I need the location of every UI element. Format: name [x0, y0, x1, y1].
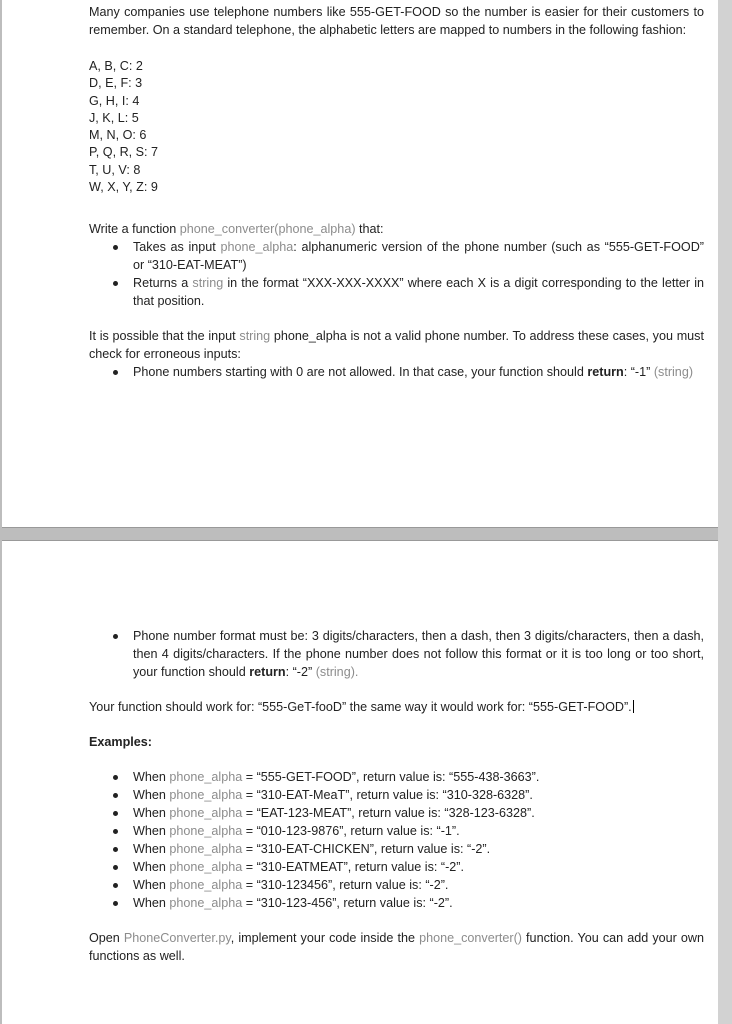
list-item: When phone_alpha = “310-EAT-MeaT”, return value is: “310-328-6328”.	[89, 786, 704, 804]
document-page-2	[2, 540, 718, 1024]
validity-paragraph: It is possible that the input string phone_alpha is not a valid phone number. To address these cases, you must check for erroneous inputs:	[89, 329, 704, 362]
mapping-line: W, X, Y, Z: 9	[89, 180, 158, 195]
list-item: When phone_alpha = “010-123-9876”, return value is: “-1”.	[89, 822, 704, 840]
list-item: When phone_alpha = “310-123456”, return value is: “-2”.	[89, 876, 704, 894]
list-item: When phone_alpha = “310-EATMEAT”, return value is: “-2”.	[89, 858, 704, 876]
function-spec-list	[89, 238, 704, 310]
examples-heading: Examples:	[89, 735, 152, 749]
list-item: When phone_alpha = “310-123-456”, return value is: “-2”.	[89, 894, 704, 912]
file-name: PhoneConverter.py	[123, 931, 231, 945]
mapping-line: P, Q, R, S: 7	[89, 145, 159, 160]
scroll-edge	[718, 0, 732, 1024]
list-item: Returns a string in the format “XXX-XXX-XXXX” where each X is a digit corresponding to the letter in that position.	[89, 274, 704, 310]
document-page-1	[2, 0, 718, 528]
case-insensitive-paragraph: Your function should work for: “555-GeT-fooD” the same way it would work for: “555-GET-FOOD”.	[89, 700, 632, 714]
list-item: When phone_alpha = “EAT-123-MEAT”, return value is: “328-123-6328”.	[89, 804, 704, 822]
letter-mapping-list	[89, 58, 704, 196]
instructions-paragraph: Open PhoneConverter.py, implement your code inside the phone_converter() function. You can add your own functions as well.	[89, 931, 704, 963]
mapping-line: G, H, I: 4	[89, 93, 140, 108]
mapping-line: T, U, V: 8	[89, 162, 141, 177]
function-intro: Write a function phone_converter(phone_alpha) that:	[89, 222, 384, 237]
mapping-line: A, B, C: 2	[89, 59, 143, 73]
list-item: When phone_alpha = “555-GET-FOOD”, return value is: “555-438-3663”.	[89, 768, 704, 786]
list-item: Phone numbers starting with 0 are not allowed. In that case, your function should return: “-1” (string)	[89, 363, 704, 381]
mapping-line: M, N, O: 6	[89, 128, 147, 143]
list-item: When phone_alpha = “310-EAT-CHICKEN”, return value is: “-2”.	[89, 840, 704, 858]
format-rule-list	[89, 627, 704, 681]
text-cursor	[633, 700, 634, 713]
list-item: Takes as input phone_alpha: alphanumeric version of the phone number (such as “555-GET-FOOD” or “310-EAT-MEAT”)	[89, 238, 704, 274]
intro-paragraph: Many companies use telephone numbers like 555-GET-FOOD so the number is easier for their customers to remember. On a standard telephone, the alphabetic letters are mapped to numbers in the following fashion:	[89, 5, 704, 37]
error-rules-list	[89, 363, 704, 381]
mapping-line: D, E, F: 3	[89, 76, 143, 91]
mapping-line: J, K, L: 5	[89, 110, 139, 125]
function-signature: phone_converter(phone_alpha)	[179, 222, 356, 237]
examples-list	[89, 768, 704, 912]
list-item: Phone number format must be: 3 digits/characters, then a dash, then 3 digits/characters, then a dash, then 4 digits/characters. If the phone number does not follow this format or it is too long or too short, your function should return: “-2” (string).	[89, 627, 704, 681]
